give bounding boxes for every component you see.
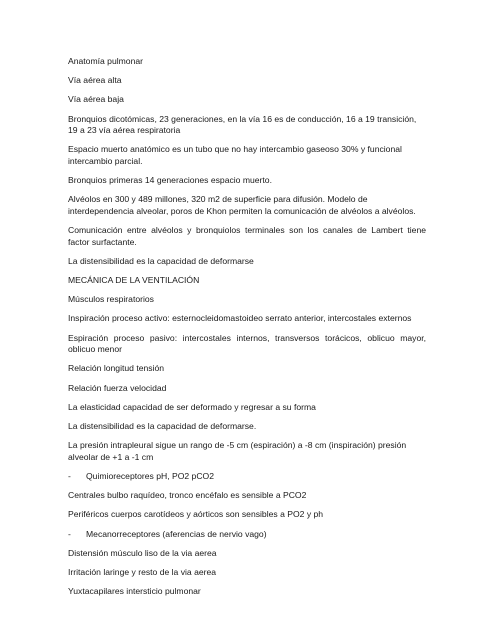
paragraph-distensibilidad-1: La distensibilidad es la capacidad de deformarse: [68, 255, 254, 266]
paragraph-alveolos: Alvéolos en 300 y 489 millones, 320 m2 de superficie para difusión. Modelo de interdependencia alveolar, poros de Khon permiten la comunicación de alvéolos a alvéolos.: [68, 194, 416, 216]
paragraph-distension: Distensión músculo liso de la via aerea: [68, 547, 217, 558]
paragraph-presion-intrapleural: La presión intrapleural sigue un rango de -5 cm (espiración) a -8 cm (inspiración) presión alveolar de +1 a -1 cm: [68, 440, 407, 462]
list-item-text: Mecanorreceptores (aferencias de nervio vago): [86, 528, 267, 539]
list-item-mecanorreceptores: [68, 529, 426, 541]
bullet-dash: -: [68, 528, 71, 539]
paragraph-comunicacion: Comunicación entre alvéolos y bronquiolos terminales son los canales de Lambert tiene factor surfactante.: [68, 225, 426, 247]
document-page: [68, 56, 426, 605]
section-heading-mecanica: MECÁNICA DE LA VENTILACIÓN: [68, 275, 200, 286]
paragraph-espiracion: Espiración proceso pasivo: intercostales internos, transversos torácicos, oblicuo mayor, oblicuo menor: [68, 332, 426, 355]
paragraph-bronquios-primeras: Bronquios primeras 14 generaciones espacio muerto.: [68, 175, 272, 186]
paragraph-bronquios-dicotomicas: Bronquios dicotómicas, 23 generaciones, en la vía 16 es de conducción, 16 a 19 transición, 19 a 23 vía aérea respiratoria: [68, 113, 417, 136]
paragraph-via-aerea-alta: Vía aérea alta: [68, 75, 122, 86]
paragraph-centrales: Centrales bulbo raquídeo, tronco encéfalo es sensible a PCO2: [68, 490, 307, 501]
paragraph-musculos: Músculos respiratorios: [68, 294, 154, 305]
paragraph-anatomia-pulmonar: Anatomía pulmonar: [68, 56, 143, 66]
bullet-dash: -: [68, 470, 71, 481]
paragraph-longitud-tension: Relación longitud tensión: [68, 363, 165, 374]
list-item-text: Quimioreceptores pH, PO2 pCO2: [86, 470, 215, 481]
paragraph-yuxtacapilares: Yuxtacapilares intersticio pulmonar: [68, 586, 201, 597]
paragraph-fuerza-velocidad: Relación fuerza velocidad: [68, 382, 167, 393]
list-item-quimioreceptores: [68, 471, 426, 483]
paragraph-distensibilidad-2: La distensibilidad es la capacidad de deformarse.: [68, 420, 257, 431]
paragraph-elasticidad: La elasticidad capacidad de ser deformado y regresar a su forma: [68, 401, 316, 412]
paragraph-via-aerea-baja: Vía aérea baja: [68, 94, 124, 105]
paragraph-irritacion: Irritación laringe y resto de la via aerea: [68, 566, 217, 577]
paragraph-inspiracion: Inspiración proceso activo: esternocleidomastoideo serrato anterior, intercostales externos: [68, 313, 412, 324]
paragraph-perifericos: Periféricos cuerpos carotídeos y aórticos son sensibles a PO2 y ph: [68, 509, 324, 520]
paragraph-espacio-muerto: Espacio muerto anatómico es un tubo que no hay intercambio gaseoso 30% y funcional intercambio parcial.: [68, 144, 402, 166]
